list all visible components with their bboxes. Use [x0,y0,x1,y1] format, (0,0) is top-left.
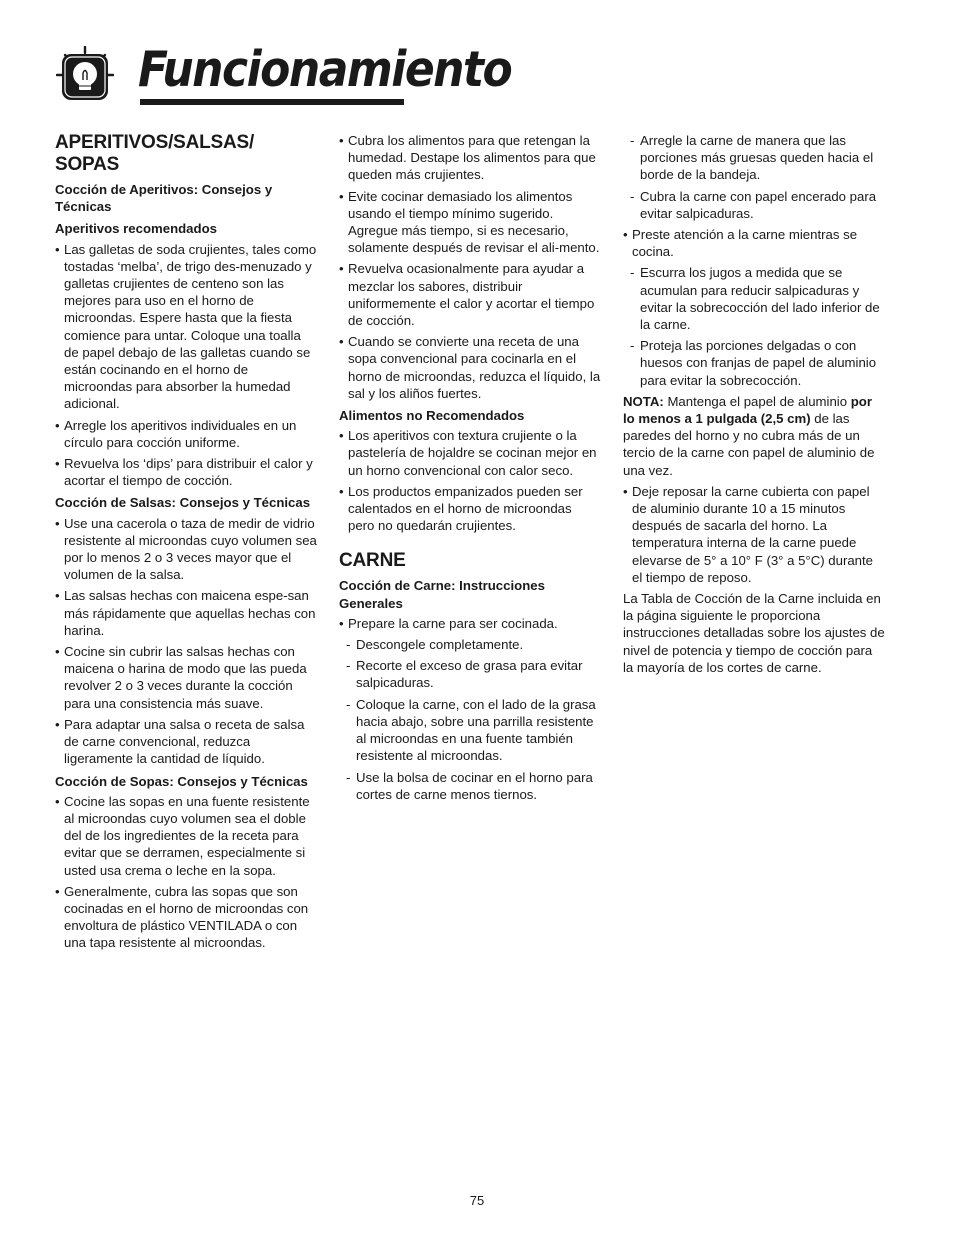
list-item: • Revuelva los ‘dips’ para distribuir el calor y acortar el tiempo de cocción. [55,455,317,489]
list-item: - Coloque la carne, con el lado de la grasa hacia abajo, sobre una parrilla resistente al microondas en una fuente también resistente al microondas. [339,696,601,765]
list-item: • Las galletas de soda crujientes, tales como tostadas ‘melba’, de trigo des-menuzado y galletas crujientes de centeno son las mejores para uso en el horno de microondas. Espere hasta que la fiesta comience para untar. Coloque una toalla de papel debajo de las galletas cuando se están cocinando en el horno de microondas para absorber la humedad adicional. [55,241,317,413]
list-item: • Arregle los aperitivos individuales en un círculo para cocción uniforme. [55,417,317,451]
list-item: • Cuando se convierte una receta de una sopa convencional para cocinarla en el horno de microondas, reduzca el líquido, la sal y los aliños fuertes. [339,333,601,402]
bullet-list [55,241,317,490]
column-1 [55,132,317,956]
list-item: - Cubra la carne con papel encerado para evitar salpicaduras. [623,188,885,222]
bullet-list [339,615,601,632]
page-title: Funcionamiento [138,41,512,99]
subheading: Cocción de Sopas: Consejos y Técnicas [55,773,308,789]
list-item: • Cocine sin cubrir las salsas hechas con maicena o harina de modo que las pueda revolver 2 o 3 veces durante la cocción para una consistencia más suave. [55,643,317,712]
list-item: - Escurra los jugos a medida que se acumulan para reducir salpicaduras y evitar la sobrecocción del lado inferior de la carne. [623,264,885,333]
note-text: Mantenga el papel de aluminio [663,393,851,409]
list-item: • Revuelva ocasionalmente para ayudar a mezclar los sabores, distribuir uniformemente el calor y acortar el tiempo de cocción. [339,260,601,329]
bullet-list [339,427,601,534]
bullet-list [623,483,885,586]
bullet-list [623,226,885,260]
note-text: de las paredes del horno y no cubra más de un tercio de la carne con papel de aluminio de una vez. [623,411,875,478]
list-item: • Cubra los alimentos para que retengan la humedad. Destape los alimentos para que queden más crujientes. [339,132,601,184]
page-header [56,40,512,110]
bullet-list [55,515,317,768]
subheading: Cocción de Aperitivos: Consejos y Técnicas [55,182,273,215]
bullet-list [339,132,601,402]
dash-list [339,636,601,803]
list-item: • Cocine las sopas en una fuente resistente al microondas cuyo volumen sea el doble del de los ingredientes de la receta para evitar que se derramen, especialmente si usted usa crema o leche en la sopa. [55,793,317,879]
spacer [339,538,601,550]
section-title-aperitivos: APERITIVOS/SALSAS/ SOPAS [55,132,255,175]
list-item: • Evite cocinar demasiado los alimentos usando el tiempo mínimo sugerido. Agregue más tiempo, si es necesario, solamente después de revisar el ali-mento. [339,188,601,257]
list-item: • Los productos empanizados pueden ser calentados en el horno de microondas pero no quedarán crujientes. [339,483,601,535]
subheading: Aperitivos recomendados [55,221,217,237]
title-underline [140,99,404,105]
list-item: • Deje reposar la carne cubierta con papel de aluminio durante 10 a 15 minutos después de sacarla del horno. La temperatura interna de la carne puede elevarse de 5° a 10° F (3° a 5°C) durante el tiempo de reposo. [623,483,885,586]
bullet-list [55,793,317,952]
list-item: - Arregle la carne de manera que las porciones más gruesas queden hacia el borde de la bandeja. [623,132,885,184]
list-item: • Los aperitivos con textura crujiente o la pastelería de hojaldre se cocinan mejor en un horno convencional con calor seco. [339,427,601,479]
column-3 [623,132,885,680]
list-item: • Preste atención a la carne mientras se cocina. [623,226,885,260]
subheading: Alimentos no Recomendados [339,408,525,424]
subheading: Cocción de Carne: Instrucciones Generales [339,578,545,611]
dash-list [623,264,885,388]
column-2 [339,132,601,807]
list-item: - Descongele completamente. [339,636,601,653]
note-label: NOTA: [623,393,664,409]
list-item: • Use una cacerola o taza de medir de vidrio resistente al microondas cuyo volumen sea por lo menos 2 o 3 veces mayor que el volumen de la salsa. [55,515,317,584]
closing-paragraph: La Tabla de Cocción de la Carne incluida en la página siguiente le proporciona instrucciones detalladas sobre los ajustes de nivel de potencia y tiempo de cocción para la mayoría de los cortes de carne. [623,591,885,675]
lightbulb-tip-icon [56,46,114,104]
list-item: • Prepare la carne para ser cocinada. [339,615,601,632]
list-item: - Recorte el exceso de grasa para evitar salpicaduras. [339,657,601,691]
page-number: 75 [469,1193,485,1208]
dash-list [623,132,885,222]
note-emphasis: por lo menos a 1 pulgada (2,5 cm) [623,393,872,427]
note-paragraph [623,393,885,479]
list-item: • Generalmente, cubra las sopas que son cocinadas en el horno de microondas con envoltura de plástico VENTILADA o con una tapa resistente al microondas. [55,883,317,952]
list-item: • Las salsas hechas con maicena espe-san más rápidamente que aquellas hechas con harina. [55,587,317,639]
subheading: Cocción de Salsas: Consejos y Técnicas [55,495,311,511]
list-item: - Use la bolsa de cocinar en el horno para cortes de carne menos tiernos. [339,769,601,803]
list-item: • Para adaptar una salsa o receta de salsa de carne convencional, reduzca ligeramente la cantidad de líquido. [55,716,317,768]
section-title-carne: CARNE [339,550,406,572]
list-item: - Proteja las porciones delgadas o con huesos con franjas de papel de aluminio para evitar la sobrecocción. [623,337,885,389]
